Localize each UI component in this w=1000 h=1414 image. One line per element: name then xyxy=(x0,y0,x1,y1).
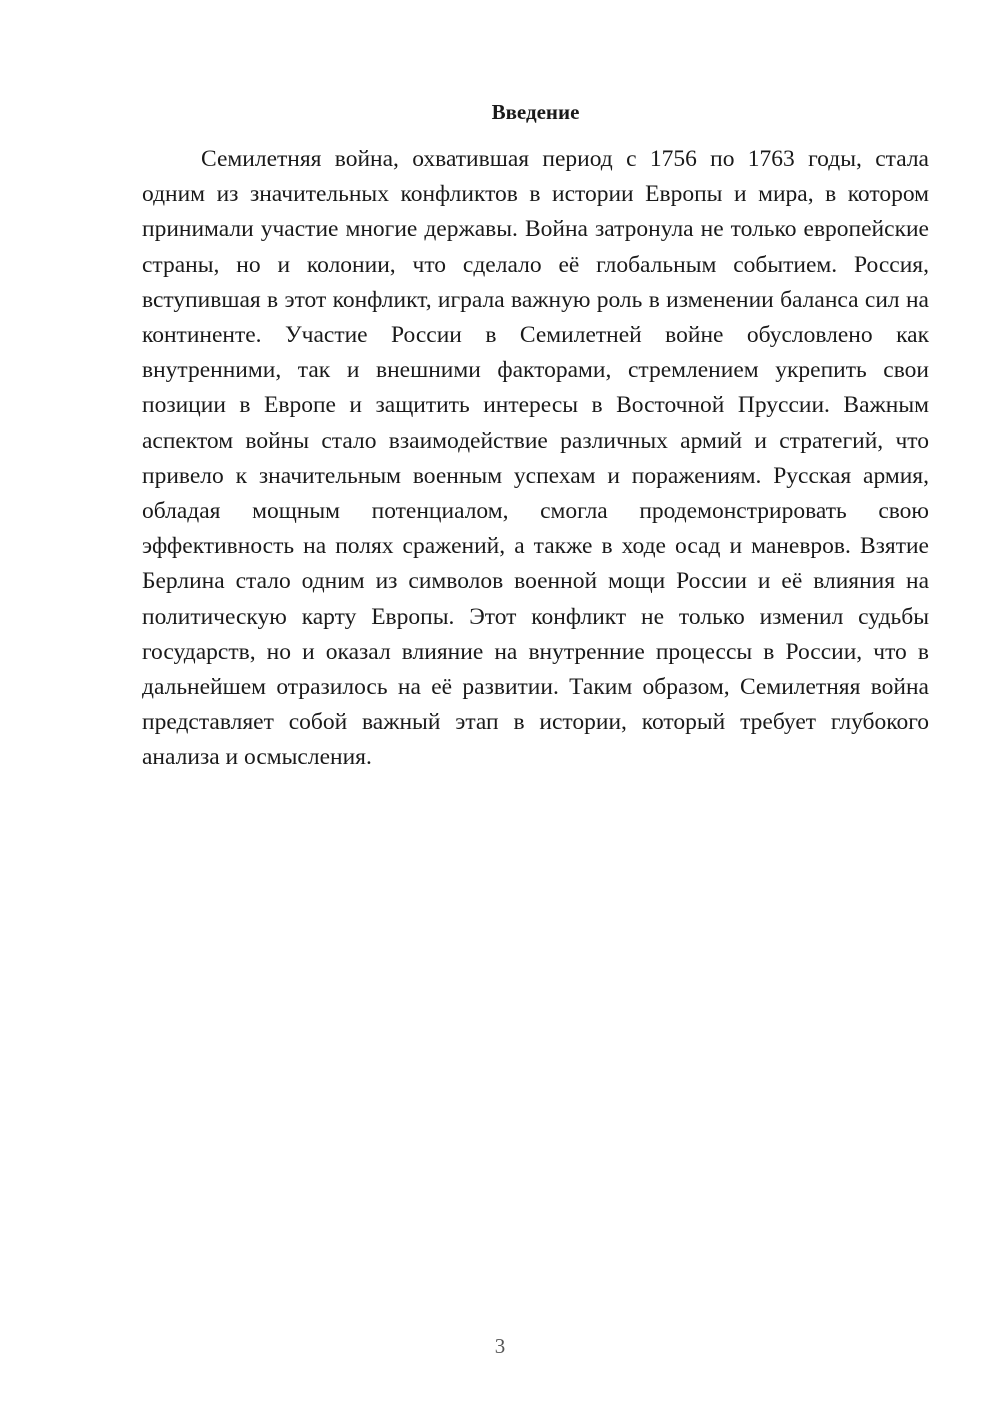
page-number: 3 xyxy=(494,1334,506,1358)
section-heading: Введение xyxy=(491,100,580,124)
body-paragraph: Семилетняя война, охватившая период с 1756 по 1763 годы, стала одним из значительных конфликтов в истории Европы и мира, в котором принимали участие многие державы. Война затронула не только европейские страны, но и колонии, что сделало её глобальным событием. Россия, вступившая в этот конфликт, играла важную роль в изменении баланса сил на континенте. Участие России в Семилетней войне обусловлено как внутренними, так и внешними факторами, стремлением укрепить свои позиции в Европе и защитить интересы в Восточной Пруссии. Важным аспектом войны стало взаимодействие различных армий и стратегий, что привело к значительным военным успехам и поражениям. Русская армия, обладая мощным потенциалом, смогла продемонстрировать свою эффективность на полях сражений, а также в ходе осад и маневров. Взятие Берлина стало одним из символов военной мощи России и её влияния на политическую карту Европы. Этот конфликт не только изменил судьбы государств, но и оказал влияние на внутренние процессы в России, что в дальнейшем отразилось на её развитии. Таким образом, Семилетняя война представляет собой важный этап в истории, который требует глубокого анализа и осмысления. xyxy=(142,146,929,771)
